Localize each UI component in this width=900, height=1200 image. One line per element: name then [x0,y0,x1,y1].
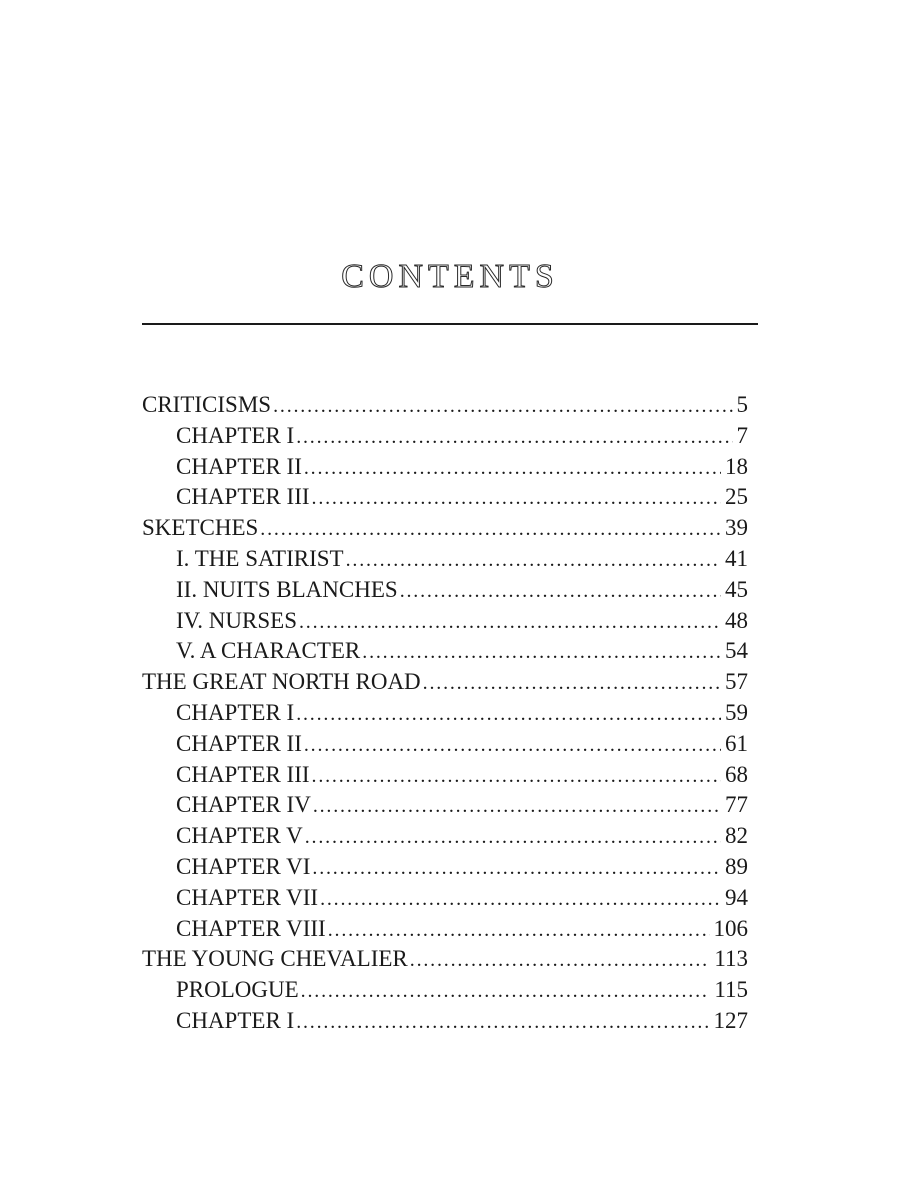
dot-leader [423,668,721,698]
toc-entry-title: CHAPTER VIII [176,915,326,941]
toc-entry [142,760,748,791]
toc-entry-title: THE YOUNG CHEVALIER [142,946,408,972]
toc-entry-title: CHAPTER V [176,823,303,849]
toc-entry [142,698,748,729]
toc-entry-page-number: 48 [725,607,748,633]
toc-entry-page-number: 106 [713,915,748,941]
toc-entry-page-number: 39 [725,515,748,541]
toc-entry-page-number: 54 [725,638,748,664]
dot-leader [346,545,721,575]
toc-entry [142,883,748,914]
page-title: CONTENTS [341,258,559,295]
dot-leader [296,699,721,729]
toc-entry-page-number: 57 [725,669,748,695]
toc-entry-page-number: 77 [725,792,748,818]
toc-entry [142,1006,748,1037]
toc-entry-page-number: 5 [736,392,748,417]
toc-entry [142,852,748,883]
toc-entry-page-number: 68 [725,761,748,787]
toc-entry-title: V. A CHARACTER [176,638,361,664]
title-rule [142,323,758,325]
toc-entry-page-number: 89 [725,853,748,879]
dot-leader [296,422,732,452]
toc-entry [142,667,748,698]
toc-entry [142,421,748,452]
dot-leader [305,822,721,852]
toc-entry-page-number: 113 [714,946,748,972]
dot-leader [312,483,721,513]
toc-entry-title: I. THE SATIRIST [176,545,344,571]
dot-leader [260,514,721,544]
toc-entry-page-number: 41 [725,545,748,571]
toc-entry-title: CHAPTER VII [176,884,319,910]
toc-entry [142,914,748,945]
toc-entry-title: PROLOGUE [176,977,299,1003]
toc-entry-page-number: 61 [725,730,748,756]
dot-leader [301,976,711,1006]
toc-entry-title: CHAPTER I [176,422,295,448]
dot-leader [304,730,721,760]
toc-entry-title: CHAPTER III [176,484,310,510]
toc-entry-page-number: 82 [725,823,748,849]
toc-entry [142,513,748,544]
dot-leader [312,853,721,883]
toc-entry [142,544,748,575]
dot-leader [273,391,732,421]
toc-entry-page-number: 59 [725,699,748,725]
dot-leader [328,915,710,945]
toc-entry-title: CHAPTER II [176,453,302,479]
toc-entry-page-number: 7 [736,422,748,448]
dot-leader [304,453,721,483]
toc-entry-title: CHAPTER I [176,699,295,725]
dot-leader [299,607,721,637]
toc-entry-title: CHAPTER IV [176,792,311,818]
toc-entry-title: THE GREAT NORTH ROAD [142,669,421,695]
toc-entry [142,575,748,606]
dot-leader [313,791,721,821]
table-of-contents [142,390,748,1037]
dot-leader [312,761,721,791]
toc-entry [142,944,748,975]
toc-entry-title: CHAPTER III [176,761,310,787]
toc-entry-title: CHAPTER II [176,730,302,756]
toc-entry-title: CHAPTER I [176,1007,295,1033]
toc-entry-page-number: 115 [714,977,748,1003]
toc-entry [142,729,748,760]
toc-entry-page-number: 127 [713,1007,748,1033]
toc-entry-title: IV. NURSES [176,607,297,633]
toc-entry-title: CHAPTER VI [176,853,311,879]
dot-leader [400,576,721,606]
dot-leader [320,884,721,914]
dot-leader [410,945,711,975]
toc-entry [142,821,748,852]
toc-entry-page-number: 18 [725,453,748,479]
toc-entry-title: SKETCHES [142,515,259,541]
toc-entry [142,790,748,821]
dot-leader [296,1007,709,1037]
toc-entry-page-number: 45 [725,576,748,602]
toc-entry-page-number: 25 [725,484,748,510]
toc-entry [142,452,748,483]
toc-entry [142,482,748,513]
toc-entry [142,390,748,421]
toc-entry [142,975,748,1006]
toc-entry [142,606,748,637]
toc-entry [142,636,748,667]
toc-entry-title: II. NUITS BLANCHES [176,576,398,602]
toc-entry-title: CRITICISMS [142,392,272,417]
toc-entry-page-number: 94 [725,884,748,910]
dot-leader [362,637,721,667]
